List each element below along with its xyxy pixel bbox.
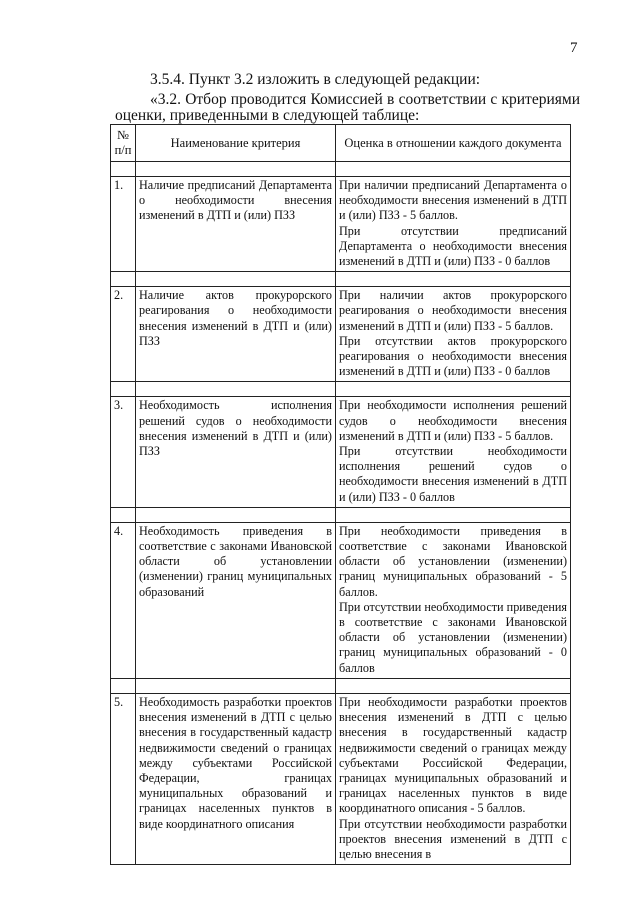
criterion-cell: Наличие актов прокурорского реагирования о необходимости внесения изменений в ДТП и (или) ПЗЗ <box>136 287 336 382</box>
row-number: 2. <box>111 287 136 382</box>
evaluation-negative: При отсутствии необходимости разработки проектов внесения изменений в ДТП с целью внесения в <box>339 816 567 861</box>
criterion-cell: Необходимость исполнения решений судов о необходимости внесения изменений в ДТП и (или) ПЗЗ <box>136 397 336 507</box>
criterion-cell: Необходимость приведения в соответствие с законами Ивановской области об установлении (изменении) границ муниципальных образований <box>136 522 336 678</box>
evaluation-positive: При наличии актов прокурорского реагирования о необходимости внесения изменений в ДТП и (или) ПЗЗ - 5 баллов. <box>339 288 567 333</box>
intro-line-1: «3.2. Отбор проводится Комиссией в соответствии с критериями <box>150 91 580 108</box>
evaluation-cell <box>336 287 571 382</box>
table-header-row <box>111 125 571 162</box>
evaluation-cell <box>336 397 571 507</box>
table-row <box>111 177 571 272</box>
table-row <box>111 287 571 382</box>
criteria-table <box>110 124 571 865</box>
evaluation-positive: При необходимости исполнения решений судов о необходимости внесения изменений в ДТП и (или) ПЗЗ - 5 баллов. <box>339 398 567 443</box>
header-evaluation: Оценка в отношении каждого документа <box>336 125 571 162</box>
row-number: 4. <box>111 522 136 678</box>
header-num: № п/п <box>111 125 136 162</box>
evaluation-cell <box>336 522 571 678</box>
row-number: 3. <box>111 397 136 507</box>
page-number: 7 <box>570 40 578 56</box>
row-number: 1. <box>111 177 136 272</box>
table-row <box>111 397 571 507</box>
row-number: 5. <box>111 693 136 864</box>
evaluation-negative: При отсутствии актов прокурорского реагирования о необходимости внесения изменений в ДТП и (или) ПЗЗ - 0 баллов <box>339 333 567 379</box>
table-row <box>111 693 571 864</box>
header-criterion: Наименование критерия <box>136 125 336 162</box>
table-row <box>111 522 571 678</box>
intro-line-2: оценки, приведенными в следующей таблице: <box>115 107 420 124</box>
evaluation-positive: При наличии предписаний Департамента о необходимости внесения изменений в ДТП и (или) ПЗЗ - 5 баллов. <box>339 178 567 223</box>
evaluation-cell <box>336 177 571 272</box>
evaluation-cell <box>336 693 571 864</box>
evaluation-positive: При необходимости разработки проектов внесения изменений в ДТП с целью внесения в государственный кадастр недвижимости сведений о границах между субъектами Российской Федерации, границах муниципальных образований и границах населенных пунктов в виде координатного описания - 5 баллов. <box>339 694 567 816</box>
criterion-cell: Необходимость разработки проектов внесения изменений в ДТП с целью внесения в государственный кадастр недвижимости сведений о границах между субъектами Российской Федерации, границах муниципальных образований и границах населенных пунктов в виде координатного описания <box>136 693 336 864</box>
evaluation-negative: При отсутствии необходимости исполнения решений судов о необходимости внесения изменений в ДТП и (или) ПЗЗ - 0 баллов <box>339 444 567 504</box>
evaluation-negative: При отсутствии предписаний Департамента о необходимости внесения изменений в ДТП и (или) ПЗЗ - 0 баллов <box>339 223 567 269</box>
evaluation-negative: При отсутствии необходимости приведения в соответствие с законами Ивановской области об установлении (изменении) границ муниципальных образований - 0 баллов <box>339 599 567 675</box>
paragraph-heading: 3.5.4. Пункт 3.2 изложить в следующей редакции: <box>150 71 481 88</box>
evaluation-positive: При необходимости приведения в соответствие с законами Ивановской области об установлении (изменении) границ муниципальных образований - 5 баллов. <box>339 523 567 599</box>
criterion-cell: Наличие предписаний Департамента о необходимости внесения изменений в ДТП и (или) ПЗЗ <box>136 177 336 272</box>
